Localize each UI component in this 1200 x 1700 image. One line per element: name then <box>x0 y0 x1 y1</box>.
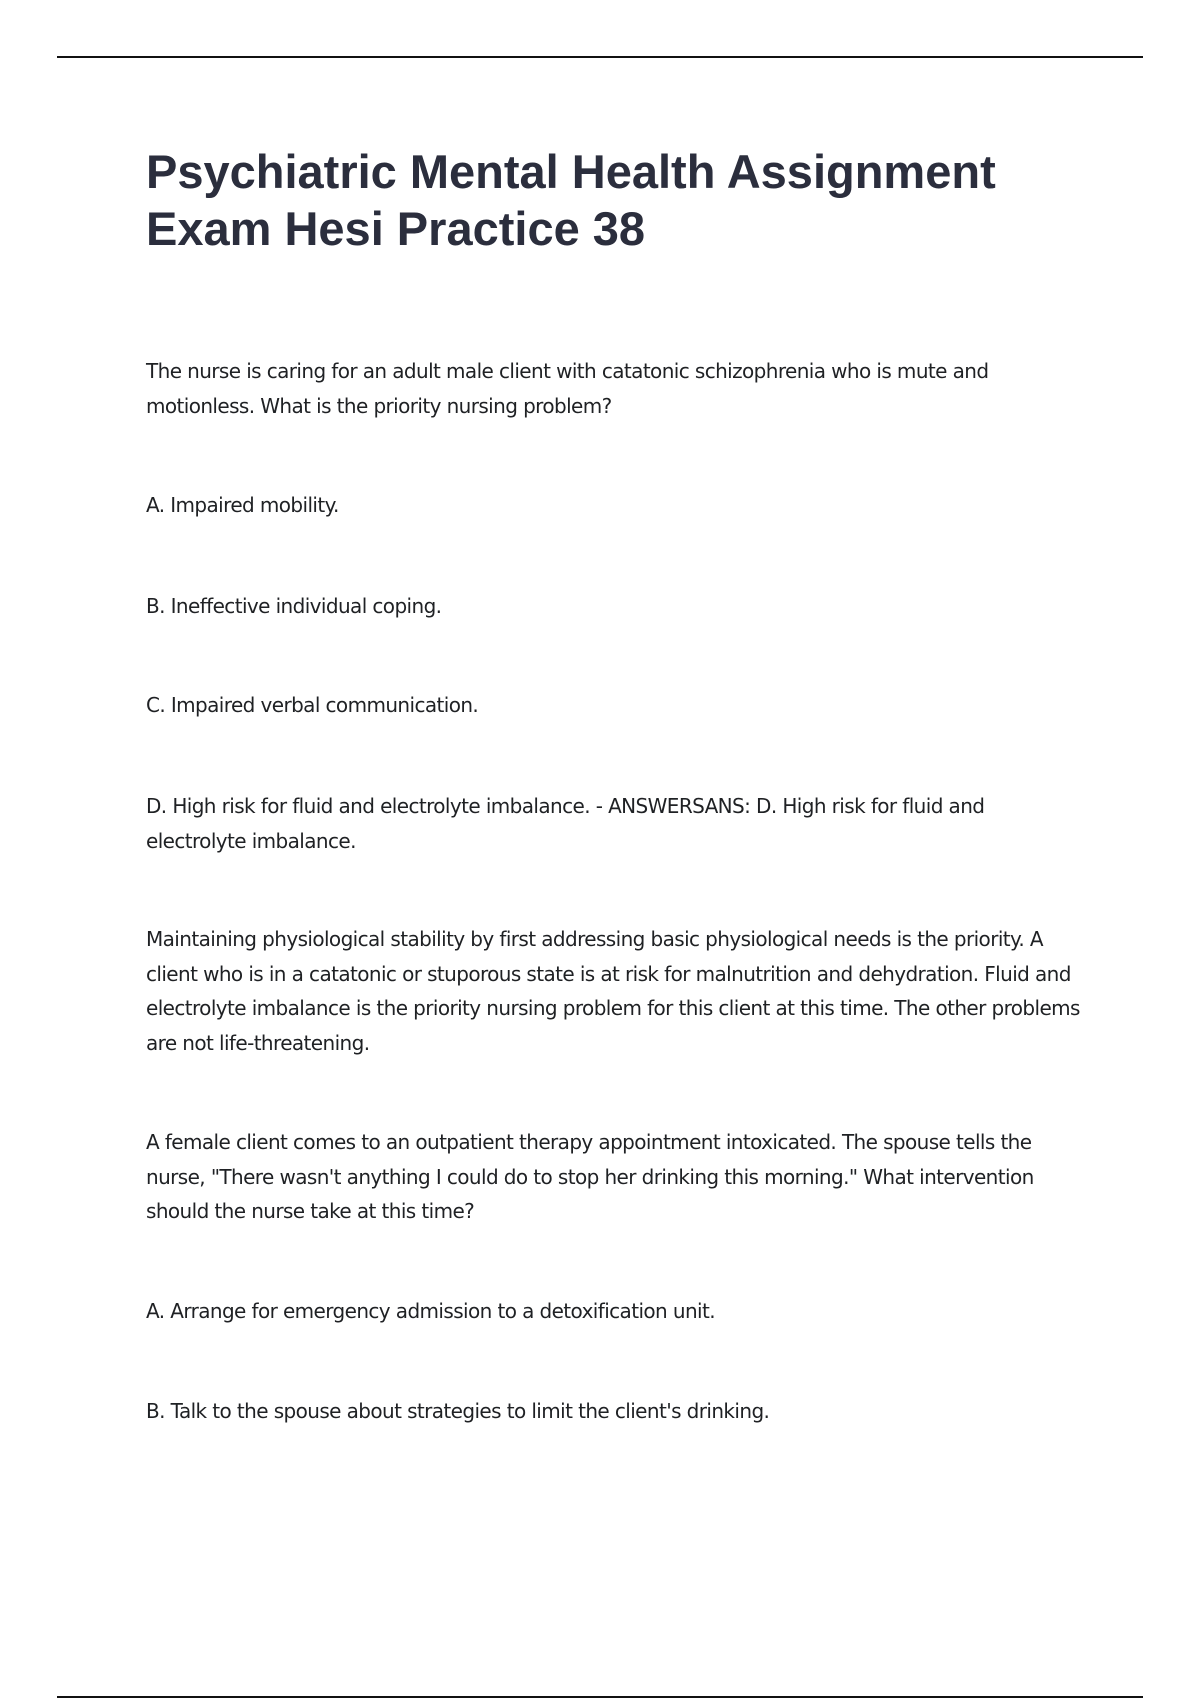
question-2-text: A female client comes to an outpatient therapy appointment intoxicated. The spouse tells the nurse, "There wasn't anything I could do to stop her drinking this morning." What intervention should the nurse take at this time? <box>146 1130 1034 1223</box>
question-1-option-b: B. Ineffective individual coping. <box>146 594 442 618</box>
top-divider <box>57 56 1143 58</box>
bottom-divider <box>57 1696 1143 1698</box>
page-title: Psychiatric Mental Health Assignment Exam Hesi Practice 38 <box>146 145 996 255</box>
question-1-rationale: Maintaining physiological stability by first addressing basic physiological needs is the priority. A client who is in a catatonic or stuporous state is at risk for malnutrition and dehydration. Fluid and electrolyte imbalance is the priority nursing problem for this client at this time. The other problems are not life-threatening. <box>146 927 1080 1055</box>
question-1-option-c: C. Impaired verbal communication. <box>146 693 479 717</box>
question-2-option-a: A. Arrange for emergency admission to a detoxification unit. <box>146 1299 715 1323</box>
question-2-option-b: B. Talk to the spouse about strategies to limit the client's drinking. <box>146 1399 770 1423</box>
question-1-text: The nurse is caring for an adult male client with catatonic schizophrenia who is mute and motionless. What is the priority nursing problem? <box>146 359 989 418</box>
question-1-option-d-answer: D. High risk for fluid and electrolyte imbalance. - ANSWERSANS: D. High risk for fluid and electrolyte imbalance. <box>146 794 985 853</box>
question-1-option-a: A. Impaired mobility. <box>146 493 339 517</box>
